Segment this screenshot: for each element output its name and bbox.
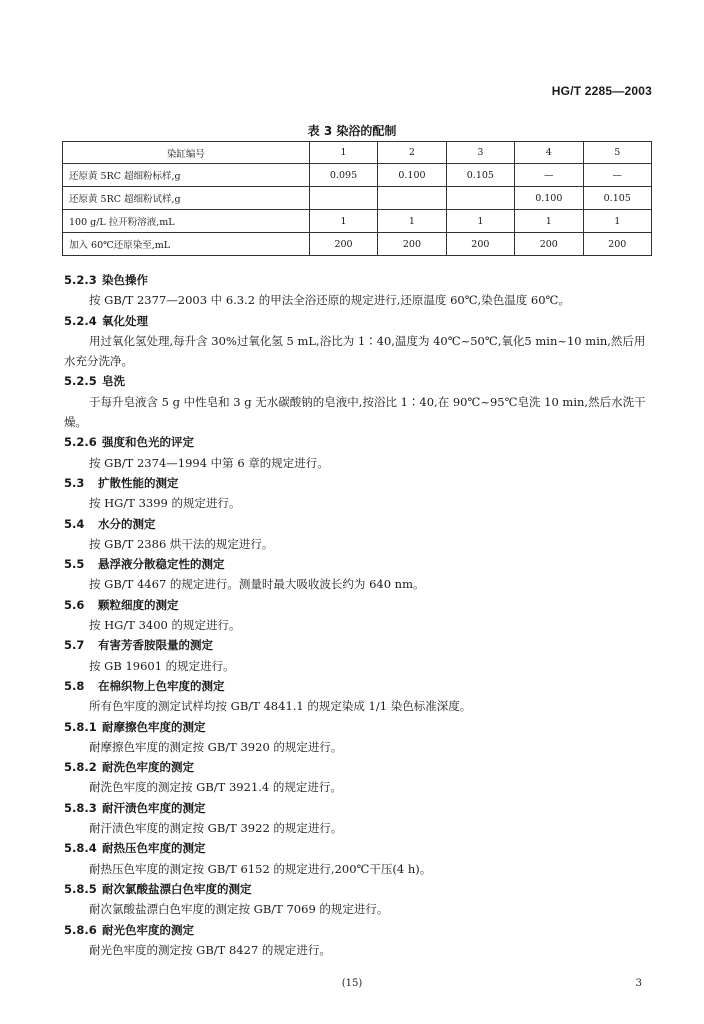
paragraph: 按 GB/T 4467 的规定进行。测量时最大吸收波长约为 640 nm。 xyxy=(89,577,425,592)
paragraph: 耐汗渍色牢度的测定按 GB/T 3922 的规定进行。 xyxy=(89,821,343,836)
table-cell: 200 xyxy=(515,233,583,256)
table-cell: 1 xyxy=(378,210,446,233)
table-cell: 200 xyxy=(309,233,377,256)
section-heading xyxy=(64,432,656,452)
table-row xyxy=(63,187,652,210)
paragraph: 耐次氯酸盐漂白色牢度的测定按 GB/T 7069 的规定进行。 xyxy=(89,902,389,917)
table-cell: 加入 60℃还原染至,mL xyxy=(63,233,310,256)
section-heading xyxy=(64,838,656,858)
table-header-cell: 1 xyxy=(309,142,377,164)
table-cell: 0.105 xyxy=(446,164,514,187)
table-row xyxy=(63,210,652,233)
table-row xyxy=(63,164,652,187)
dye-bath-table xyxy=(62,141,652,256)
section-heading xyxy=(64,717,656,737)
section-title: 有害芳香胺限量的测定 xyxy=(98,638,213,653)
table-header-cell: 染缸编号 xyxy=(63,142,310,164)
section-content xyxy=(64,270,656,960)
table-caption: 表 3 染浴的配制 xyxy=(307,124,397,138)
section-number: 5.2.3 xyxy=(64,273,97,287)
table-cell xyxy=(446,187,514,210)
section-number: 5.3 xyxy=(64,475,85,490)
section-title: 染色操作 xyxy=(102,273,148,287)
section-title: 悬浮液分散稳定性的测定 xyxy=(98,557,225,572)
table-header-cell: 5 xyxy=(583,142,652,164)
section-heading xyxy=(64,757,656,777)
table-cell: — xyxy=(515,164,583,187)
footer-page-number: 3 xyxy=(635,978,642,989)
paragraph: 耐洗色牢度的测定按 GB/T 3921.4 的规定进行。 xyxy=(89,780,342,795)
section-number: 5.6 xyxy=(64,597,85,612)
standard-code: HG/T 2285—2003 xyxy=(551,84,652,98)
table-cell: 还原黄 5RC 超细粉试样,g xyxy=(63,187,310,210)
paragraph: 按 GB/T 2377—2003 中 6.3.2 的甲法全浴还原的规定进行,还原温度 60℃,染色温度 60℃。 xyxy=(89,293,570,308)
section-heading xyxy=(64,920,656,940)
section-title: 耐洗色牢度的测定 xyxy=(102,760,194,775)
section-number: 5.8.3 xyxy=(64,800,97,815)
table-cell: 200 xyxy=(583,233,652,256)
section-heading xyxy=(64,371,656,391)
table-header-row xyxy=(63,142,652,164)
section-number: 5.2.4 xyxy=(64,313,97,328)
section-title: 耐热压色牢度的测定 xyxy=(102,841,206,856)
section-number: 5.8.1 xyxy=(64,719,97,734)
section-number: 5.8.5 xyxy=(64,881,97,896)
paragraph: 用过氧化氢处理,每升含 30%过氧化氢 5 mL,浴比为 1∶40,温度为 40℃~50℃,氧化5 min~10 min,然后用水充分洗净。 xyxy=(64,333,646,369)
section-number: 5.2.5 xyxy=(64,374,97,389)
paragraph: 按 HG/T 3400 的规定进行。 xyxy=(89,618,241,633)
section-heading xyxy=(64,879,656,899)
section-number: 5.4 xyxy=(64,516,85,531)
paragraph: 耐光色牢度的测定按 GB/T 8427 的规定进行。 xyxy=(89,942,331,957)
section-title: 强度和色光的评定 xyxy=(102,435,194,450)
paragraph: 按 GB/T 2386 烘干法的规定进行。 xyxy=(89,536,274,551)
footer-page-label: (15) xyxy=(341,978,363,989)
table-cell: 100 g/L 拉开粉溶液,mL xyxy=(63,210,310,233)
paragraph: 所有色牢度的测定试样均按 GB/T 4841.1 的规定染成 1/1 染色标准深度。 xyxy=(89,699,472,714)
paragraph: 耐摩擦色牢度的测定按 GB/T 3920 的规定进行。 xyxy=(89,739,343,754)
section-number: 5.8.4 xyxy=(64,841,97,856)
table-cell xyxy=(309,187,377,210)
section-title: 颗粒细度的测定 xyxy=(98,597,179,612)
table-cell: 1 xyxy=(446,210,514,233)
section-title: 耐次氯酸盐漂白色牢度的测定 xyxy=(102,881,252,896)
section-number: 5.5 xyxy=(64,557,85,572)
section-heading xyxy=(64,554,656,574)
table-cell: 0.100 xyxy=(515,187,583,210)
paragraph: 按 HG/T 3399 的规定进行。 xyxy=(89,496,241,511)
section-title: 在棉织物上色牢度的测定 xyxy=(98,678,225,693)
section-heading xyxy=(64,514,656,534)
table-header-cell: 2 xyxy=(378,142,446,164)
table-cell xyxy=(378,187,446,210)
section-title: 耐摩擦色牢度的测定 xyxy=(102,719,206,734)
section-title: 扩散性能的测定 xyxy=(98,475,179,490)
section-heading xyxy=(64,798,656,818)
table-cell: 0.105 xyxy=(583,187,652,210)
table-cell: 1 xyxy=(583,210,652,233)
table-cell: 0.095 xyxy=(309,164,377,187)
table-cell: 还原黄 5RC 超细粉标样,g xyxy=(63,164,310,187)
table-row xyxy=(63,233,652,256)
table-header-cell: 3 xyxy=(446,142,514,164)
paragraph: 按 GB 19601 的规定进行。 xyxy=(89,658,235,673)
section-title: 氧化处理 xyxy=(102,313,148,328)
table-cell: 200 xyxy=(378,233,446,256)
section-title: 皂洗 xyxy=(102,374,125,389)
section-number: 5.7 xyxy=(64,638,85,653)
section-heading xyxy=(64,595,656,615)
section-heading xyxy=(64,676,656,696)
section-number: 5.8.2 xyxy=(64,760,97,775)
section-number: 5.8 xyxy=(64,678,85,693)
section-number: 5.8.6 xyxy=(64,922,97,937)
section-title: 耐光色牢度的测定 xyxy=(102,922,194,937)
table-cell: — xyxy=(583,164,652,187)
paragraph: 于每升皂液含 5 g 中性皂和 3 g 无水碳酸钠的皂液中,按浴比 1∶40,在 90℃~95℃皂洗 10 min,然后水洗干燥。 xyxy=(64,394,646,430)
section-heading xyxy=(64,311,656,331)
table-cell: 0.100 xyxy=(378,164,446,187)
section-heading xyxy=(64,635,656,655)
section-heading xyxy=(64,473,656,493)
section-title: 耐汗渍色牢度的测定 xyxy=(102,800,206,815)
table-cell: 1 xyxy=(515,210,583,233)
table-header-cell: 4 xyxy=(515,142,583,164)
section-number: 5.2.6 xyxy=(64,435,97,450)
section-heading xyxy=(64,270,656,290)
section-title: 水分的测定 xyxy=(98,516,156,531)
table-cell: 1 xyxy=(309,210,377,233)
paragraph: 按 GB/T 2374—1994 中第 6 章的规定进行。 xyxy=(89,455,329,470)
paragraph: 耐热压色牢度的测定按 GB/T 6152 的规定进行,200℃干压(4 h)。 xyxy=(89,861,432,876)
table-cell: 200 xyxy=(446,233,514,256)
